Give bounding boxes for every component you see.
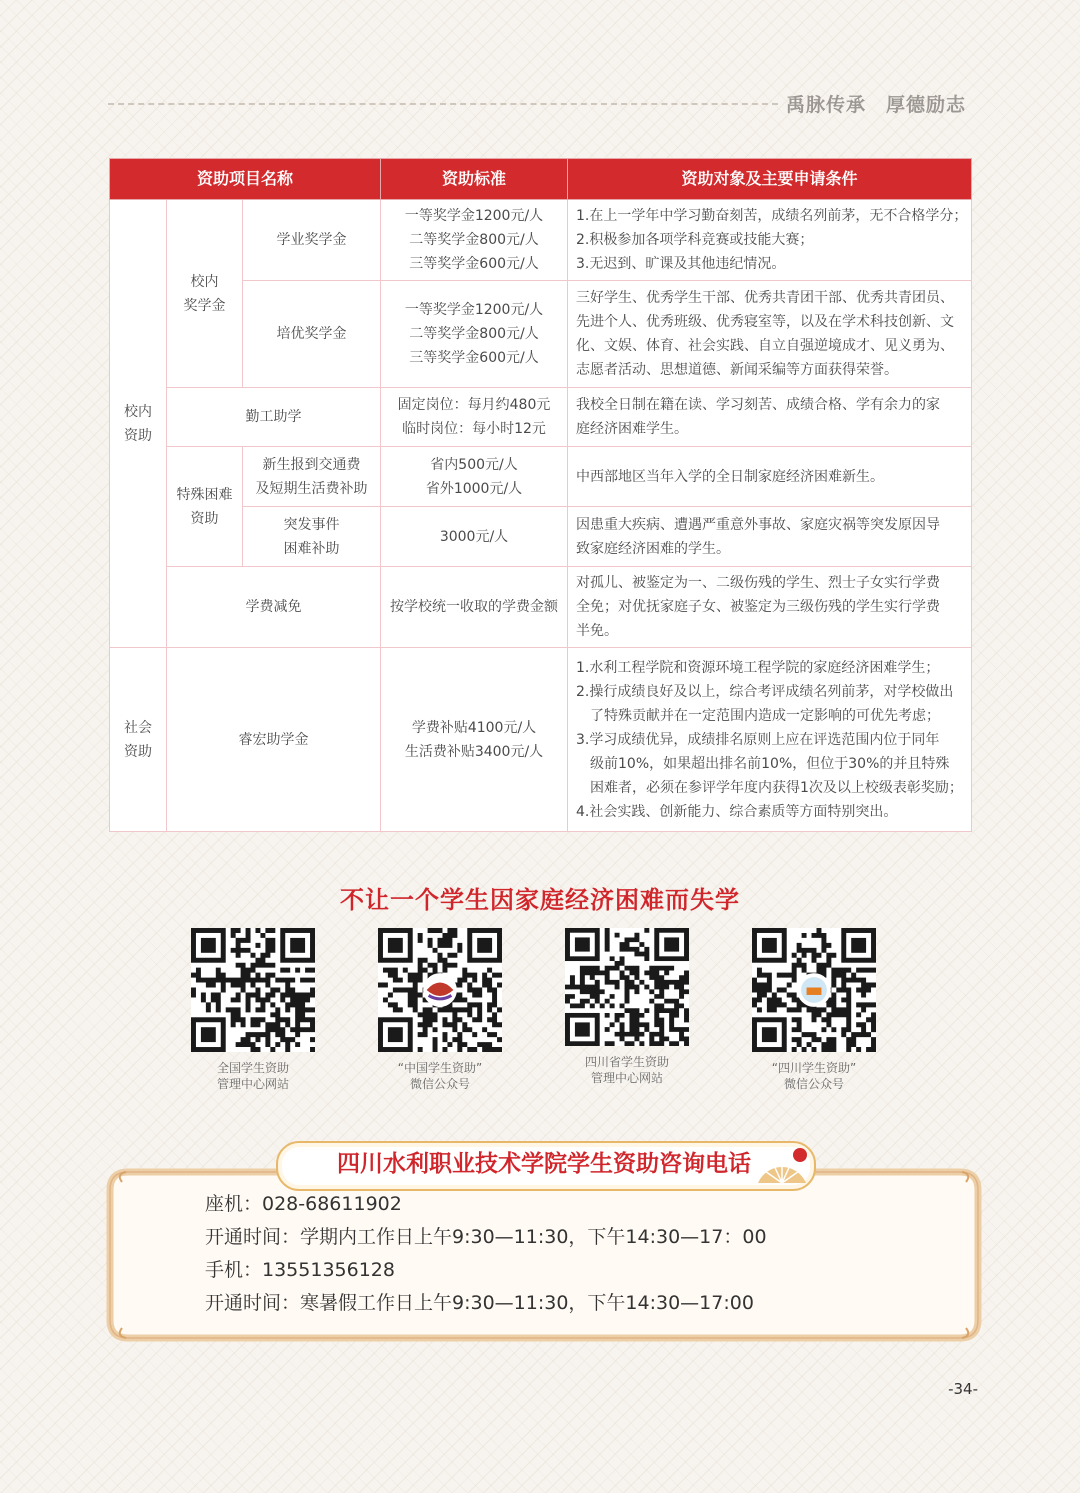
travel-subsidy-name: 新生报到交通费 及短期生活费补助 (243, 447, 381, 507)
aid-table (109, 158, 972, 832)
tuition-waiver-standard: 按学校统一收取的学费金额 (381, 567, 568, 648)
qr-caption: 四川省学生资助 管理中心网站 (584, 1055, 669, 1085)
excellence-scholarship-standard: 一等奖学金1200元/人 二等奖学金800元/人 三等奖学金600元/人 (381, 281, 568, 388)
header-conditions: 资助对象及主要申请条件 (568, 159, 972, 200)
vacation-hours: 开通时间：寒暑假工作日上午9:30—11:30，下午14:30—17:00 (205, 1292, 754, 1314)
landline-phone: 座机：028-68611902 (205, 1193, 402, 1215)
emergency-aid-name: 突发事件 困难补助 (243, 507, 381, 567)
mobile-phone: 手机：13551356128 (205, 1259, 395, 1281)
group-oncampus: 校内 资助 (110, 200, 167, 648)
table-row (110, 447, 972, 507)
workstudy-conditions: 我校全日制在籍在读、学习刻苦、成绩合格、学有余力的家 庭经济困难学生。 (568, 388, 972, 447)
group-campus-scholarship: 校内 奖学金 (167, 200, 243, 388)
tuition-waiver-conditions: 对孤儿、被鉴定为一、二级伤残的学生、烈士子女实行学费 全免；对优抚家庭子女、被鉴定为三级伤残的学生实行学费 半免。 (568, 567, 972, 648)
qr-code-image (191, 928, 315, 1052)
qr-code-sichuan-website[interactable] (552, 928, 702, 1086)
ruihong-grant-conditions: 1.水利工程学院和资源环境工程学院的家庭经济困难学生； 2.操行成绩良好及以上，综合考评成绩名列前茅，对学校做出 了特殊贡献并在一定范围内造成一定影响的可优先考虑； 3.学习成绩优异，成绩排名原则上应在评选范围内位于同年 级前10%，如果超出排名前10%，但位于30%的并且特殊 困难者，必须在参评学年度内获得1次及以上校级表彰奖励； 4.社会实践、创新能力、综合素质等方面特别突出。 (568, 648, 972, 832)
qr-code-image (378, 928, 502, 1052)
emergency-aid-standard: 3000元/人 (381, 507, 568, 567)
qr-code-image (565, 928, 689, 1046)
group-special-aid: 特殊困难 资助 (167, 447, 243, 567)
qr-caption: “四川学生资助” 微信公众号 (771, 1061, 857, 1091)
academic-scholarship-conditions: 1.在上一学年中学习勤奋刻苦，成绩名列前茅，无不合格学分； 2.积极参加各项学科竞赛或技能大赛； 3.无迟到、旷课及其他违纪情况。 (568, 200, 972, 281)
qr-caption: 全国学生资助 管理中心网站 (216, 1061, 289, 1091)
excellence-scholarship-conditions: 三好学生、优秀学生干部、优秀共青团干部、优秀共青团员、 先进个人、优秀班级、优秀寝室等，以及在学术科技创新、文 化、文娱、体育、社会实践、自立自强逆境成才、见义勇为、 志愿者活动、思想道德、新闻采编等方面获得荣誉。 (568, 281, 972, 388)
table-header-row (110, 159, 972, 200)
slogan-heading: 不让一个学生因家庭经济困难而失学 (340, 886, 740, 914)
excellence-scholarship-name: 培优奖学金 (243, 281, 381, 388)
contact-title: 四川水利职业技术学院学生资助咨询电话 (337, 1151, 751, 1177)
table-row (110, 648, 972, 832)
qr-code-china-wechat[interactable] (365, 928, 515, 1092)
table-row (110, 388, 972, 447)
table-row (110, 200, 972, 281)
page-number: -34- (948, 1380, 978, 1398)
header-divider (108, 103, 778, 105)
ruihong-grant-standard: 学费补贴4100元/人 生活费补贴3400元/人 (381, 648, 568, 832)
emergency-aid-conditions: 因患重大疾病、遭遇严重意外事故、家庭灾祸等突发原因导 致家庭经济困难的学生。 (568, 507, 972, 567)
travel-subsidy-conditions: 中西部地区当年入学的全日制家庭经济困难新生。 (568, 447, 972, 507)
term-hours: 开通时间：学期内工作日上午9:30—11:30，下午14:30—17：00 (205, 1226, 767, 1248)
contact-details (205, 1188, 945, 1320)
academic-scholarship-standard: 一等奖学金1200元/人 二等奖学金800元/人 三等奖学金600元/人 (381, 200, 568, 281)
group-social: 社会 资助 (110, 648, 167, 832)
qr-code-image (752, 928, 876, 1052)
qr-code-national-website[interactable] (178, 928, 328, 1092)
workstudy-standard: 固定岗位：每月约480元 临时岗位：每小时12元 (381, 388, 568, 447)
ruihong-grant-name: 睿宏助学金 (167, 648, 381, 832)
academic-scholarship-name: 学业奖学金 (243, 200, 381, 281)
header-standard: 资助标准 (381, 159, 568, 200)
travel-subsidy-standard: 省内500元/人 省外1000元/人 (381, 447, 568, 507)
qr-code-sichuan-wechat[interactable] (739, 928, 889, 1092)
header-slogan: 禹脉传承 厚德励志 (786, 94, 967, 116)
workstudy-name: 勤工助学 (167, 388, 381, 447)
table-row (110, 567, 972, 648)
tuition-waiver-name: 学费减免 (167, 567, 381, 648)
header-project-name: 资助项目名称 (110, 159, 381, 200)
qr-caption: “中国学生资助” 微信公众号 (397, 1061, 483, 1091)
